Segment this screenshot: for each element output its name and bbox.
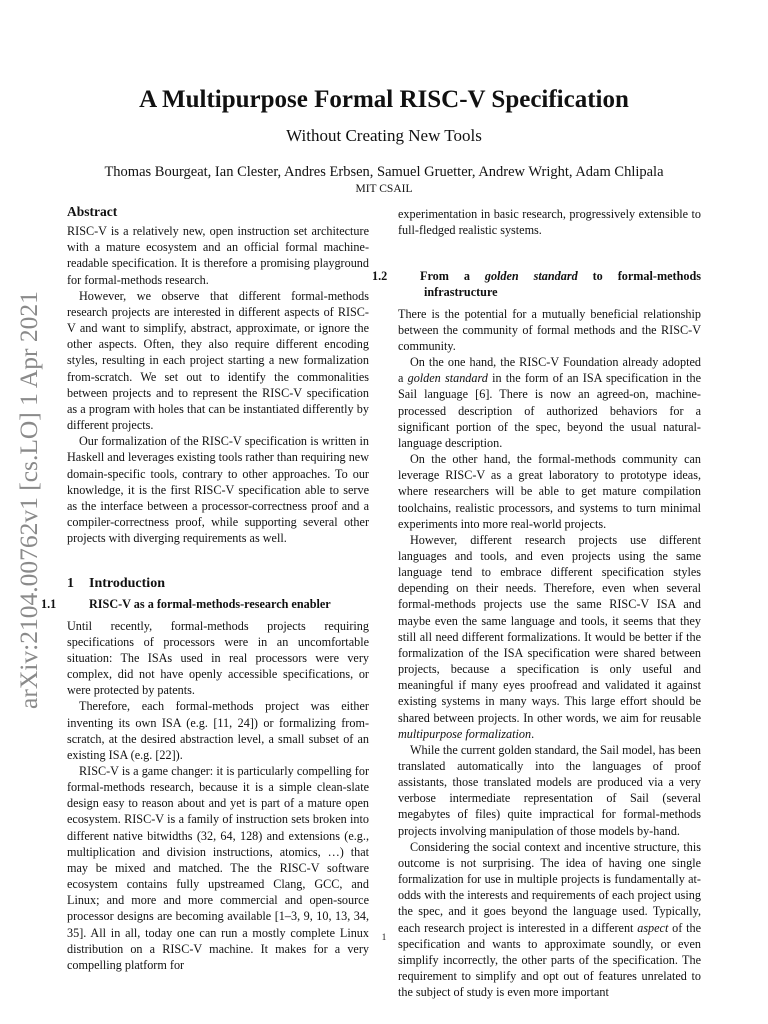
author-list: Thomas Bourgeat, Ian Clester, Andres Erbsen, Samuel Gruetter, Andrew Wright, Adam Chlipala (104, 164, 664, 180)
text-run: . (531, 726, 535, 741)
subsection-number: 1.1 (41, 597, 57, 612)
intro-paragraph-1: Until recently, formal-methods projects requiring specifications of processors were in an uncomfortable situation: The ISAs used in real processors were very complex, did not have openly accessible specifications, or were protected by patents. (67, 618, 369, 698)
abstract-paragraph-3: Our formalization of the RISC-V specification is written in Haskell and leverages existing tools rather than requiring new domain-specific tools, contrary to other approaches. To our knowledge, it is the first RISC-V specification able to serve as the interface between a processor-correctness proof and a compiler-correctness proof, while supporting several other projects with diverging requirements as well. (67, 434, 369, 546)
emphasis-text: multipurpose formalization (398, 726, 532, 741)
section-1-2-paragraph-6 (398, 839, 701, 1001)
text-run: However, different research projects use different languages and tools, and even projects using the same language tend to embrace different specification styles depending on their needs. Therefore, even when several formal-methods projects use the same RISC-V ISA and maybe even the same language and tools, it seems that they still all need different formalizations. It would be better if the formalization of the ISA specification were shared between projects, because a specification is only useful and meaningful if many eyes proofread and validated it against existing systems in many ways. This large effort should be shared between projects. In other words, we aim for reusable (398, 532, 701, 725)
section-1-2-paragraph-1: There is the potential for a mutually beneficial relationship between the community of formal methods and the RISC-V community. (398, 306, 701, 353)
subsection-title-suffix: to formal-methods infrastructure (424, 269, 701, 300)
left-column (41, 204, 369, 973)
subsection-heading-1-2 (372, 268, 701, 300)
section-1-2-paragraph-4 (398, 532, 701, 742)
section-1-2-paragraph-2 (398, 354, 701, 451)
text-run: On the one hand, the RISC-V Foundation already adopted a (398, 355, 701, 386)
subsection-number: 1.2 (372, 269, 388, 284)
arxiv-identifier: arXiv:2104.00762v1 [cs.LO] 1 Apr 2021 (14, 291, 43, 709)
right-column (372, 206, 701, 1000)
section-number: 1 (67, 576, 74, 592)
text-run: in the form of an ISA specification in the Sail language [6]. There is now an agreed-on, machine-processed description of authorized behaviors for a significant portion of the spec, beyond the usual natural-language description. (398, 371, 701, 450)
abstract-heading: Abstract (67, 204, 118, 219)
section-title: Introduction (89, 576, 165, 592)
subsection-title-prefix: From a (420, 269, 485, 284)
page-number: 1 (381, 932, 387, 942)
section-heading-introduction (67, 576, 369, 592)
affiliation: MIT CSAIL (355, 183, 413, 195)
abstract-paragraph-1: RISC-V is a relatively new, open instruction set architecture with a mature ecosystem and an official formal machine-readable specification. It is therefore a promising playground for formal-methods research. (67, 224, 369, 287)
continued-paragraph: experimentation in basic research, progressively extensible to full-fledged realistic systems. (398, 207, 701, 238)
paper-title: A Multipurpose Formal RISC-V Specification (139, 86, 629, 113)
subsection-title: RISC-V as a formal-methods-research enabler (89, 597, 331, 612)
intro-paragraph-3: RISC-V is a game changer: it is particularly compelling for formal-methods research, because it is a simple clean-slate design easy to reason about and yet is part of a mature open ecosystem. RISC-V is a family of instruction sets broken into different native bitwidths (32, 64, 128) and extensions (e.g., multiplication and division instructions, atomics, …) that may be mixed and matched. The the RISC-V software ecosystem contains fully upstreamed Clang, GCC, and Linux; and more and more commercial and open-source processor designs are becoming available [1–3, 9, 10, 13, 34, 35]. All in all, today one can run a mostly complete Linux distribution on a RISC-V machine. It makes for a very compelling platform for (67, 764, 369, 972)
text-run: Considering the social context and incentive structure, this outcome is not surprising. The idea of having one single formalization for use in multiple projects is fundamentally at-odds with the interests and requirements of each project using the spec, and it goes beyond the language used. Typically, each research project is interested in a different (398, 839, 701, 935)
text-run: of the specification and wants to approximate soundly, or even simplify incorrectly, the other parts of the specification. The requirement to simplify and opt out of features unrelated to the subject of study is even more important (398, 920, 701, 1000)
subsection-heading-1-1 (41, 596, 369, 612)
emphasis-text: aspect (637, 920, 669, 935)
intro-paragraph-2: Therefore, each formal-methods project was either inventing its own ISA (e.g. [11, 24]) or formalizing from-scratch, at the desired abstraction level, a small subset of an existing ISA (e.g. [22]). (67, 699, 369, 762)
section-1-2-paragraph-5: While the current golden standard, the Sail model, has been translated automatically into the languages of proof assistants, those translated models are produced via a very verbose intermediate representation of Sail (several megabytes of files) quite impractical for formal-methods projects involving manipulation of those models by-hand. (398, 742, 701, 838)
emphasis-text: golden standard (407, 371, 488, 386)
paper-subtitle: Without Creating New Tools (286, 126, 482, 145)
subsection-title-emphasis: golden standard (484, 269, 578, 284)
abstract-paragraph-2: However, we observe that different formal-methods research projects are interested in different aspects of RISC-V and want to simplify, abstract, approximate, or ignore the other aspects. Often, they also require different encoding styles, resulting in each project starting a new formalization from-scratch. We set out to identify the commonalities between projects and to represent the RISC-V specification as a program with holes that can be instantiated differently by different projects. (67, 288, 369, 433)
section-1-2-paragraph-3: On the other hand, the formal-methods community can leverage RISC-V as a great laboratory to prototype ideas, where researchers will be able to get mature compilation toolchains, realistic processors, and systems to turn minimal experiments into more real-world projects. (398, 452, 701, 531)
